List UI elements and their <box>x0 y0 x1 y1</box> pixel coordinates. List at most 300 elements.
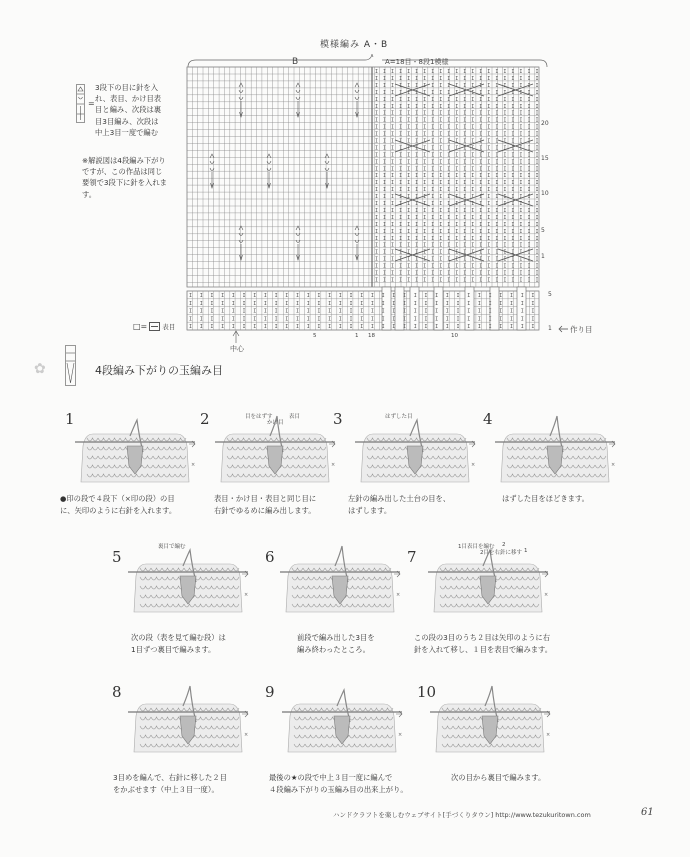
stitch-mark: I <box>439 256 443 263</box>
stitch-mark: I <box>495 76 499 82</box>
step-number: 7 <box>407 548 417 566</box>
stitch-mark: I <box>467 300 471 307</box>
stitch-mark: I <box>463 131 467 138</box>
stitch-mark: I <box>415 96 419 103</box>
stitch-mark: I <box>463 214 467 221</box>
stitch-mark: I <box>447 277 451 284</box>
stitch-mark: I <box>431 173 435 180</box>
stitch-mark: I <box>479 270 483 277</box>
stitch-mark: I <box>456 300 460 307</box>
stitch-mark: I <box>439 76 443 82</box>
stitch-mark: I <box>471 235 475 242</box>
stitch-mark: I <box>274 293 278 299</box>
stitch-mark: I <box>520 324 524 331</box>
stitch-mark: I <box>349 293 353 299</box>
stitch-mark: I <box>306 324 310 331</box>
stitch-mark: I <box>296 316 300 323</box>
stitch-mark: I <box>439 208 443 214</box>
stitch-mark: I <box>477 308 481 315</box>
stitch-mark: I <box>447 76 451 82</box>
stitch-mark: I <box>415 180 419 187</box>
stitch-mark: I <box>407 159 411 166</box>
stitch-mark: I <box>383 131 387 138</box>
stitch-mark: I <box>456 324 460 331</box>
stitch-mark: I <box>511 228 515 235</box>
stitch-mark: I <box>415 173 419 180</box>
stitch-mark: I <box>399 235 403 242</box>
stitch-mark: I <box>479 208 483 214</box>
stitch-mark: I <box>471 194 475 201</box>
stitch-mark: I <box>487 194 491 201</box>
step-caption: 表目・かけ目・表目と同じ目に 右針でゆるめに編み出します。 <box>214 494 317 515</box>
step-label: 1 <box>524 548 528 554</box>
stitch-mark: I <box>499 308 503 315</box>
stitch-mark: I <box>495 235 499 242</box>
stitch-mark: I <box>210 293 214 299</box>
stitch-mark: I <box>527 76 531 82</box>
stitch-mark: I <box>479 152 483 159</box>
stitch-mark: I <box>423 214 427 221</box>
stitch-mark: I <box>399 103 403 110</box>
stitch-mark: I <box>447 152 451 159</box>
stitch-mark: I <box>399 201 403 207</box>
stitch-mark: I <box>487 180 491 187</box>
stitch-mark: I <box>471 145 475 152</box>
stitch-mark: I <box>375 263 379 270</box>
stitch-mark: I <box>407 124 411 131</box>
stitch-mark: I <box>399 214 403 221</box>
stitch-mark: I <box>479 194 483 201</box>
stitch-mark: I <box>487 214 491 221</box>
stitch-mark: I <box>391 159 395 166</box>
stitch-mark: I <box>253 308 257 315</box>
stitch-mark: I <box>383 159 387 166</box>
stitch-mark: I <box>447 166 451 173</box>
stitch-mark: I <box>455 235 459 242</box>
stitch-mark: I <box>463 180 467 187</box>
stitch-mark: I <box>519 138 523 145</box>
stitch-mark: I <box>431 166 435 173</box>
stitch-mark: I <box>221 300 225 307</box>
stitch-mark: I <box>399 110 403 117</box>
stitch-mark: I <box>439 228 443 235</box>
flower-icon: ✿ <box>34 361 46 377</box>
stitch-mark: I <box>479 235 483 242</box>
stitch-mark: I <box>423 159 427 166</box>
stitch-mark: I <box>463 249 467 256</box>
stitch-mark: I <box>431 145 435 152</box>
stitch-mark: I <box>487 221 491 228</box>
stitch-mark: I <box>253 293 257 299</box>
stitch-mark: I <box>383 214 387 221</box>
stitch-mark: I <box>447 138 451 145</box>
stitch-mark: I <box>439 194 443 201</box>
stitch-mark: I <box>423 270 427 277</box>
stitch-mark: I <box>463 138 467 145</box>
stitch-mark: I <box>391 131 395 138</box>
stitch-mark: I <box>527 242 531 249</box>
stitch-mark: I <box>431 187 435 194</box>
stitch-mark: I <box>511 117 515 124</box>
stitch-mark: I <box>503 173 507 180</box>
stitch-mark: I <box>370 324 374 331</box>
stitch-mark: I <box>479 214 483 221</box>
stitch-mark: I <box>423 221 427 228</box>
stitch-mark: I <box>338 300 342 307</box>
stitch-mark: I <box>531 316 535 323</box>
step-number: 1 <box>65 410 75 428</box>
stitch-mark: I <box>471 159 475 166</box>
stitch-mark: I <box>463 256 467 263</box>
stitch-mark: I <box>328 293 332 299</box>
stitch-mark: I <box>338 308 342 315</box>
stitch-mark: I <box>479 110 483 117</box>
stitch-mark: I <box>383 110 387 117</box>
stitch-mark: I <box>479 138 483 145</box>
stitch-mark: I <box>535 235 539 242</box>
stitch-mark: I <box>463 173 467 180</box>
svg-text:×: × <box>611 462 616 468</box>
stitch-mark: I <box>407 89 411 96</box>
stitch-mark: I <box>531 324 535 331</box>
stitch-mark: I <box>455 110 459 117</box>
stitch-mark: I <box>407 96 411 103</box>
stitch-mark: I <box>495 89 499 96</box>
stitch-mark: I <box>415 194 419 201</box>
stitch-mark: I <box>383 221 387 228</box>
stitch-mark: I <box>471 249 475 256</box>
stitch-mark: I <box>463 124 467 131</box>
stitch-mark: I <box>527 96 531 103</box>
stitch-mark: I <box>511 249 515 256</box>
stitch-mark: I <box>423 69 427 75</box>
step-illustration <box>215 416 335 490</box>
stitch-mark: I <box>447 145 451 152</box>
stitch-mark: I <box>467 308 471 315</box>
svg-text:×: × <box>331 462 336 468</box>
stitch-mark: I <box>381 324 385 331</box>
stitch-mark: I <box>415 117 419 124</box>
stitch-mark: I <box>488 300 492 307</box>
stitch-mark: I <box>487 242 491 249</box>
stitch-mark: I <box>535 89 539 96</box>
stitch-mark: I <box>535 242 539 249</box>
stitch-mark: I <box>199 308 203 315</box>
stitch-mark: I <box>503 214 507 221</box>
stitch-mark: I <box>415 145 419 152</box>
stitch-mark: I <box>511 69 515 75</box>
stitch-mark: I <box>399 173 403 180</box>
stitch-mark: I <box>392 308 396 315</box>
stitch-mark: I <box>487 96 491 103</box>
stitch-mark: I <box>407 187 411 194</box>
stitch-mark: I <box>531 300 535 307</box>
stitch-mark: I <box>487 187 491 194</box>
stitch-mark: I <box>391 89 395 96</box>
stitch-mark: I <box>391 228 395 235</box>
svg-text:×: × <box>544 592 549 598</box>
stitch-mark: I <box>527 194 531 201</box>
stitch-mark: I <box>415 187 419 194</box>
stitch-mark: I <box>463 145 467 152</box>
stitch-mark: I <box>399 270 403 277</box>
stitch-mark: I <box>415 138 419 145</box>
stitch-mark: I <box>375 76 379 82</box>
step-number: 2 <box>200 410 210 428</box>
step-illustration <box>128 546 248 620</box>
stitch-mark: I <box>471 124 475 131</box>
stitch-mark: I <box>383 173 387 180</box>
stitch-mark: I <box>328 324 332 331</box>
stitch-mark: I <box>487 152 491 159</box>
stitch-mark: I <box>447 124 451 131</box>
stitch-mark: I <box>447 270 451 277</box>
stitch-mark: I <box>535 145 539 152</box>
stitch-mark: I <box>479 117 483 124</box>
stitch-mark: I <box>415 270 419 277</box>
stitch-mark: I <box>439 187 443 194</box>
stitch-mark: I <box>495 124 499 131</box>
stitch-mark: I <box>415 159 419 166</box>
stitch-mark: I <box>439 242 443 249</box>
stitch-mark: I <box>503 201 507 207</box>
step-number: 10 <box>417 683 437 701</box>
stitch-mark: I <box>399 228 403 235</box>
stitch-mark: I <box>439 214 443 221</box>
stitch-mark: I <box>338 316 342 323</box>
stitch-mark: I <box>391 103 395 110</box>
stitch-mark: I <box>407 249 411 256</box>
stitch-mark: I <box>487 89 491 96</box>
stitch-mark: I <box>415 69 419 75</box>
stitch-mark: I <box>487 159 491 166</box>
stitch-mark: I <box>415 166 419 173</box>
stitch-mark: I <box>455 103 459 110</box>
stitch-mark: I <box>455 221 459 228</box>
stitch-mark: I <box>519 235 523 242</box>
stitch-mark: I <box>495 242 499 249</box>
stitch-mark: I <box>375 221 379 228</box>
stitch-mark: I <box>535 103 539 110</box>
stitch-mark: I <box>487 138 491 145</box>
stitch-mark: I <box>519 145 523 152</box>
stitch-mark: I <box>399 194 403 201</box>
stitch-mark: I <box>463 69 467 75</box>
stitch-mark: I <box>487 208 491 214</box>
step-illustration <box>428 546 548 620</box>
stitch-mark: I <box>511 194 515 201</box>
stitch-mark: I <box>415 89 419 96</box>
stitch-mark: I <box>242 300 246 307</box>
stitch-mark: I <box>383 117 387 124</box>
stitch-mark: I <box>431 242 435 249</box>
stitch-mark: I <box>383 152 387 159</box>
stitch-mark: I <box>423 208 427 214</box>
stitch-mark: I <box>447 214 451 221</box>
stitch-mark: I <box>463 208 467 214</box>
stitch-mark: I <box>510 324 514 331</box>
stitch-mark: I <box>439 277 443 284</box>
stitch-mark: I <box>415 256 419 263</box>
stitch-mark: I <box>503 76 507 82</box>
stitch-mark: I <box>415 131 419 138</box>
stitch-mark: I <box>455 187 459 194</box>
stitch-mark: I <box>455 152 459 159</box>
stitch-mark: I <box>439 82 443 89</box>
col-number-1: 1 <box>355 333 359 339</box>
stitch-mark: I <box>423 103 427 110</box>
stitch-mark: I <box>403 324 407 331</box>
stitch-mark: I <box>399 124 403 131</box>
step-caption: 最後の★の段で中上３目一度に編んで ４段編み下がりの玉編み目の出来上がり。 <box>269 773 408 794</box>
stitch-mark: I <box>447 256 451 263</box>
stitch-mark: I <box>511 145 515 152</box>
stitch-mark: I <box>503 221 507 228</box>
stitch-mark: I <box>370 316 374 323</box>
stitch-mark: I <box>360 293 364 299</box>
stitch-mark: I <box>431 152 435 159</box>
stitch-mark: I <box>274 324 278 331</box>
stitch-mark: I <box>456 316 460 323</box>
stitch-mark: I <box>349 308 353 315</box>
stitch-mark: I <box>242 324 246 331</box>
stitch-mark: I <box>447 82 451 89</box>
symbol-explanation: 3段下の目に針を入れ、表目、かけ目表目と編み、次段は裏目3目編み、次段は中上3目一度で編む <box>95 83 162 137</box>
step-caption: 左針の編み出した土台の目を、 はずします。 <box>348 494 451 515</box>
stitch-mark: I <box>455 159 459 166</box>
stitch-mark: I <box>338 293 342 299</box>
stitch-mark: I <box>383 82 387 89</box>
stitch-mark: I <box>413 308 417 315</box>
stitch-mark: I <box>399 187 403 194</box>
stitch-mark: I <box>463 159 467 166</box>
svg-text:×: × <box>398 732 403 738</box>
stitch-mark: I <box>423 82 427 89</box>
stitch-mark: I <box>407 201 411 207</box>
stitch-mark: I <box>415 277 419 284</box>
stitch-mark: I <box>189 308 193 315</box>
stitch-mark: I <box>383 180 387 187</box>
stitch-mark: I <box>456 308 460 315</box>
step-label: 目をはずす <box>245 414 273 420</box>
stitch-mark: I <box>431 194 435 201</box>
stitch-mark: I <box>415 152 419 159</box>
stitch-mark: I <box>527 221 531 228</box>
stitch-mark: I <box>519 110 523 117</box>
stitch-mark: I <box>495 117 499 124</box>
stitch-mark: I <box>375 277 379 284</box>
stitch-mark: I <box>375 110 379 117</box>
stitch-mark: I <box>375 131 379 138</box>
stitch-mark: I <box>375 152 379 159</box>
stitch-mark: I <box>487 235 491 242</box>
stitch-mark: I <box>503 235 507 242</box>
stitch-mark: I <box>423 166 427 173</box>
stitch-mark: I <box>520 316 524 323</box>
stitch-mark: I <box>519 131 523 138</box>
stitch-mark: I <box>328 300 332 307</box>
stitch-mark: I <box>511 201 515 207</box>
stitch-mark: I <box>407 166 411 173</box>
stitch-mark: I <box>471 82 475 89</box>
stitch-mark: I <box>431 103 435 110</box>
stitch-mark: I <box>503 124 507 131</box>
stitch-mark: I <box>495 96 499 103</box>
stitch-mark: I <box>447 235 451 242</box>
step-caption: 前段で編み出した3目を 編み終わったところ。 <box>297 633 375 654</box>
stitch-mark: I <box>503 263 507 270</box>
stitch-mark: I <box>431 277 435 284</box>
stitch-mark: I <box>495 221 499 228</box>
stitch-mark: I <box>535 256 539 263</box>
stitch-mark: I <box>399 76 403 82</box>
stitch-mark: I <box>535 214 539 221</box>
stitch-mark: I <box>253 300 257 307</box>
stitch-mark: I <box>479 103 483 110</box>
stitch-mark: I <box>487 277 491 284</box>
stitch-mark: I <box>479 89 483 96</box>
stitch-mark: I <box>391 124 395 131</box>
stitch-mark: I <box>435 293 439 299</box>
stitch-mark: I <box>455 173 459 180</box>
stitch-mark: I <box>527 89 531 96</box>
stitch-mark: I <box>527 82 531 89</box>
stitch-mark: I <box>495 82 499 89</box>
stitch-mark: I <box>535 117 539 124</box>
stitch-mark: I <box>471 110 475 117</box>
stitch-mark: I <box>535 228 539 235</box>
stitch-mark: I <box>455 277 459 284</box>
stitch-mark: I <box>391 201 395 207</box>
stitch-mark: I <box>527 103 531 110</box>
stitch-mark: I <box>511 89 515 96</box>
work-direction-label: 作り目 <box>570 325 593 334</box>
step-caption: ●印の段で４段下（×印の段）の目 に、矢印のように右針を入れます。 <box>60 494 177 515</box>
stitch-mark: I <box>447 173 451 180</box>
stitch-mark: I <box>399 131 403 138</box>
stitch-mark: I <box>487 124 491 131</box>
stitch-mark: I <box>383 166 387 173</box>
stitch-mark: I <box>519 117 523 124</box>
stitch-mark: I <box>495 249 499 256</box>
stitch-mark: I <box>370 293 374 299</box>
stitch-mark: I <box>499 293 503 299</box>
stitch-mark: I <box>349 316 353 323</box>
stitch-mark: I <box>392 300 396 307</box>
stitch-mark: I <box>413 293 417 299</box>
stitch-mark: I <box>495 103 499 110</box>
row-number-20: 20 <box>541 120 549 127</box>
stitch-mark: I <box>535 249 539 256</box>
stitch-mark: I <box>487 110 491 117</box>
stitch-mark: I <box>360 300 364 307</box>
stitch-mark: I <box>383 103 387 110</box>
stitch-mark: I <box>296 293 300 299</box>
stitch-mark: I <box>463 201 467 207</box>
stitch-mark: I <box>375 187 379 194</box>
stitch-mark: I <box>375 82 379 89</box>
stitch-mark: I <box>479 249 483 256</box>
stitch-mark: I <box>495 131 499 138</box>
rib-row-number-5: 5 <box>548 291 552 298</box>
stitch-mark: I <box>467 316 471 323</box>
stitch-mark: I <box>383 242 387 249</box>
stitch-mark: I <box>447 110 451 117</box>
stitch-mark: I <box>463 270 467 277</box>
stitch-mark: I <box>471 277 475 284</box>
stitch-mark: I <box>527 187 531 194</box>
stitch-mark: I <box>455 249 459 256</box>
